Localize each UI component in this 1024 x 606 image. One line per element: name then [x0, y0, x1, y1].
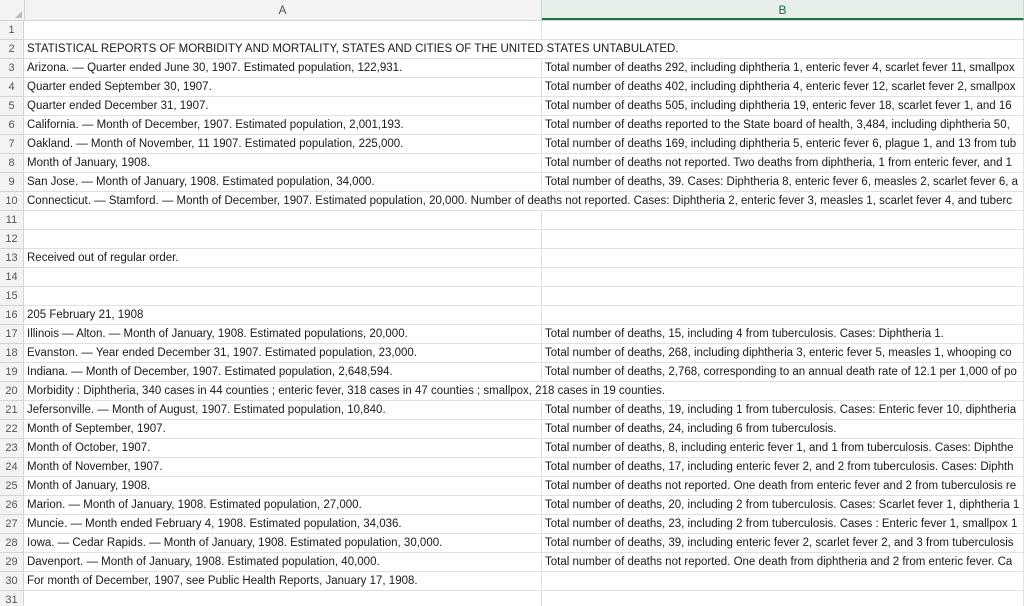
cell-a[interactable]	[24, 59, 542, 78]
cell-a-text: Connecticut. — Stamford. — Month of December, 1907. Estimated population, 20,000. Number of deaths not reported. Cases: Diphtheria 2, enteric fever 3, measles 1, scarlet fever 4, and tuberc	[27, 195, 1013, 207]
cell-a-text: 205 February 21, 1908	[27, 309, 144, 321]
table-row	[0, 135, 1024, 154]
table-row	[0, 211, 1024, 230]
cell-a[interactable]	[24, 135, 542, 154]
cell-a[interactable]	[24, 401, 542, 420]
cell-a-text: Month of January, 1908.	[27, 480, 151, 492]
row-header[interactable]: 7	[0, 135, 24, 154]
cell-a-text: San Jose. — Month of January, 1908. Estimated population, 34,000.	[27, 176, 375, 188]
cell-a[interactable]	[24, 439, 542, 458]
cell-b[interactable]	[542, 230, 1024, 249]
table-row	[0, 439, 1024, 458]
cell-a[interactable]	[24, 78, 542, 97]
table-row	[0, 344, 1024, 363]
row-header[interactable]: 23	[0, 439, 24, 458]
cell-a[interactable]	[24, 97, 542, 116]
cell-b[interactable]: Total number of deaths, 19, including 1 from tuberculosis. Cases: Enteric fever 10, diphtheria	[542, 401, 1024, 420]
row-header[interactable]: 30	[0, 572, 24, 591]
row-header[interactable]: 31	[0, 591, 24, 606]
cell-b[interactable]	[542, 21, 1024, 40]
table-row	[0, 59, 1024, 78]
cell-a[interactable]	[24, 249, 542, 268]
cell-a[interactable]	[24, 496, 542, 515]
row-header[interactable]: 11	[0, 211, 24, 230]
cell-a[interactable]	[24, 572, 542, 591]
row-header[interactable]: 15	[0, 287, 24, 306]
row-header[interactable]: 3	[0, 59, 24, 78]
cell-a[interactable]	[24, 420, 542, 439]
cell-b[interactable]: Total number of deaths 402, including diphtheria 4, enteric fever 12, scarlet fever 2, smallpox	[542, 78, 1024, 97]
table-row	[0, 420, 1024, 439]
row-header[interactable]: 4	[0, 78, 24, 97]
cell-b[interactable]: Total number of deaths not reported. Two deaths from diphtheria, 1 from enteric fever, and 1	[542, 154, 1024, 173]
cell-a[interactable]	[24, 458, 542, 477]
row-header[interactable]: 21	[0, 401, 24, 420]
row-header[interactable]: 17	[0, 325, 24, 344]
table-row	[0, 78, 1024, 97]
row-header[interactable]: 29	[0, 553, 24, 572]
column-header-a[interactable]: A	[24, 0, 542, 20]
row-header[interactable]: 27	[0, 515, 24, 534]
cell-b[interactable]: Total number of deaths, 2,768, corresponding to an annual death rate of 12.1 per 1,000 of po	[542, 363, 1024, 382]
row-header[interactable]: 2	[0, 40, 24, 59]
cell-b[interactable]: Total number of deaths not reported. One death from enteric fever and 2 from tuberculosis re	[542, 477, 1024, 496]
cell-a-text: Iowa. — Cedar Rapids. — Month of January, 1908. Estimated population, 30,000.	[27, 537, 443, 549]
cell-b[interactable]: Total number of deaths, 20, including 2 from tuberculosis. Cases: Scarlet fever 1, diphtheria 1	[542, 496, 1024, 515]
row-header[interactable]: 16	[0, 306, 24, 325]
cell-a[interactable]	[24, 477, 542, 496]
row-header[interactable]: 1	[0, 21, 24, 40]
cell-a[interactable]	[24, 116, 542, 135]
column-header-b[interactable]: B	[542, 0, 1024, 20]
cell-a[interactable]	[24, 534, 542, 553]
cell-b[interactable]: Total number of deaths, 39, including enteric fever 2, scarlet fever 2, and 3 from tuberculosis	[542, 534, 1024, 553]
row-header[interactable]: 6	[0, 116, 24, 135]
table-row	[0, 287, 1024, 306]
cell-b[interactable]	[542, 306, 1024, 325]
cell-a[interactable]	[24, 363, 542, 382]
cell-b[interactable]	[542, 591, 1024, 606]
table-row	[0, 325, 1024, 344]
cell-b[interactable]	[542, 572, 1024, 591]
cell-b[interactable]: Total number of deaths, 39. Cases: Diphtheria 8, enteric fever 6, measles 2, scarlet fever 6, a	[542, 173, 1024, 192]
row-header[interactable]: 25	[0, 477, 24, 496]
cell-a-text: Quarter ended September 30, 1907.	[27, 81, 212, 93]
cell-b[interactable]: Total number of deaths, 17, including enteric fever 2, and 2 from tuberculosis. Cases: Diphth	[542, 458, 1024, 477]
row-header[interactable]: 24	[0, 458, 24, 477]
table-row	[0, 515, 1024, 534]
table-row	[0, 591, 1024, 606]
cell-a[interactable]	[24, 553, 542, 572]
cell-a[interactable]	[24, 382, 665, 401]
select-all-corner[interactable]	[0, 0, 25, 20]
cell-a-text: Oakland. — Month of November, 11 1907. Estimated population, 225,000.	[27, 138, 404, 150]
cell-a-text: Jefersonville. — Month of August, 1907. Estimated population, 10,840.	[27, 404, 386, 416]
table-row	[0, 268, 1024, 287]
cell-b[interactable]: Total number of deaths 505, including diphtheria 19, enteric fever 18, scarlet fever 1, and 16	[542, 97, 1024, 116]
table-row	[0, 382, 1024, 401]
cell-a[interactable]	[24, 192, 1013, 211]
cell-b[interactable]	[542, 211, 1024, 230]
cell-a-text: Evanston. — Year ended December 31, 1907. Estimated population, 23,000.	[27, 347, 417, 359]
cell-a[interactable]	[24, 306, 542, 325]
table-row	[0, 230, 1024, 249]
cell-b[interactable]: Total number of deaths not reported. One death from diphtheria and 2 from enteric fever. Ca	[542, 553, 1024, 572]
row-header[interactable]: 28	[0, 534, 24, 553]
table-row	[0, 97, 1024, 116]
row-header[interactable]: 13	[0, 249, 24, 268]
table-row	[0, 21, 1024, 40]
cell-b[interactable]	[542, 287, 1024, 306]
row-header[interactable]: 14	[0, 268, 24, 287]
table-row	[0, 553, 1024, 572]
table-row	[0, 192, 1024, 211]
table-row	[0, 363, 1024, 382]
cell-a[interactable]	[24, 230, 542, 249]
cell-a[interactable]	[24, 21, 542, 40]
cell-a[interactable]	[24, 591, 542, 606]
cell-b[interactable]: Total number of deaths, 268, including diphtheria 3, enteric fever 5, measles 1, whooping co	[542, 344, 1024, 363]
cell-a-text: Davenport. — Month of January, 1908. Estimated population, 40,000.	[27, 556, 380, 568]
table-row	[0, 477, 1024, 496]
cell-a-text: Muncie. — Month ended February 4, 1908. Estimated population, 34,036.	[27, 518, 402, 530]
table-row	[0, 401, 1024, 420]
table-row	[0, 534, 1024, 553]
cell-a-text: Morbidity : Diphtheria, 340 cases in 44 counties ; enteric fever, 318 cases in 47 counties ; smallpox, 218 cases in 19 counties.	[27, 385, 665, 397]
cell-a-text: Quarter ended December 31, 1907.	[27, 100, 209, 112]
cell-a-text: Month of September, 1907.	[27, 423, 166, 435]
table-row	[0, 496, 1024, 515]
cell-b[interactable]: Total number of deaths 169, including diphtheria 5, enteric fever 6, plague 1, and 13 from tub	[542, 135, 1024, 154]
row-header[interactable]: 12	[0, 230, 24, 249]
cell-a[interactable]	[24, 211, 542, 230]
cell-a[interactable]	[24, 287, 542, 306]
table-row	[0, 572, 1024, 591]
table-row	[0, 249, 1024, 268]
table-row	[0, 306, 1024, 325]
cell-b[interactable]	[542, 268, 1024, 287]
cell-a-text: STATISTICAL REPORTS OF MORBIDITY AND MORTALITY, STATES AND CITIES OF THE UNITED STATES UNTABULATED.	[27, 43, 679, 55]
cell-b[interactable]: Total number of deaths, 23, including 2 from tuberculosis. Cases : Enteric fever 1, smallpox 1	[542, 515, 1024, 534]
table-row	[0, 173, 1024, 192]
grid-rows	[0, 21, 1024, 606]
column-header-row	[0, 0, 1024, 21]
cell-a-text: Indiana. — Month of December, 1907. Estimated population, 2,648,594.	[27, 366, 393, 378]
row-header[interactable]: 26	[0, 496, 24, 515]
row-header[interactable]: 9	[0, 173, 24, 192]
cell-a[interactable]	[24, 154, 542, 173]
cell-a[interactable]	[24, 325, 542, 344]
table-row	[0, 458, 1024, 477]
cell-a[interactable]	[24, 344, 542, 363]
cell-a-text: Month of January, 1908.	[27, 157, 151, 169]
row-header[interactable]: 10	[0, 192, 24, 211]
cell-a-text: Month of November, 1907.	[27, 461, 163, 473]
cell-a[interactable]	[24, 268, 542, 287]
cell-a[interactable]	[24, 173, 542, 192]
cell-a-text: Illinois — Alton. — Month of January, 1908. Estimated populations, 20,000.	[27, 328, 408, 340]
row-header[interactable]: 8	[0, 154, 24, 173]
cell-a-text: Marion. — Month of January, 1908. Estimated population, 27,000.	[27, 499, 362, 511]
table-row	[0, 154, 1024, 173]
cell-b[interactable]: Total number of deaths, 15, including 4 from tuberculosis. Cases: Diphtheria 1.	[542, 325, 1024, 344]
cell-a-text: Arizona. — Quarter ended June 30, 1907. Estimated population, 122,931.	[27, 62, 403, 74]
cell-a-text: Received out of regular order.	[27, 252, 179, 264]
cell-a-text: California. — Month of December, 1907. Estimated population, 2,001,193.	[27, 119, 404, 131]
cell-a[interactable]	[24, 40, 679, 59]
cell-a[interactable]	[24, 515, 542, 534]
row-header[interactable]: 20	[0, 382, 24, 401]
cell-b[interactable]: Total number of deaths, 24, including 6 from tuberculosis.	[542, 420, 1024, 439]
row-header[interactable]: 19	[0, 363, 24, 382]
row-header[interactable]: 5	[0, 97, 24, 116]
cell-a-text: For month of December, 1907, see Public Health Reports, January 17, 1908.	[27, 575, 418, 587]
table-row	[0, 40, 1024, 59]
table-row	[0, 116, 1024, 135]
cell-b[interactable]: Total number of deaths, 8, including enteric fever 1, and 1 from tuberculosis. Cases: Diphthe	[542, 439, 1024, 458]
cell-a-text: Month of October, 1907.	[27, 442, 151, 454]
row-header[interactable]: 18	[0, 344, 24, 363]
row-header[interactable]: 22	[0, 420, 24, 439]
cell-b[interactable]: Total number of deaths 292, including diphtheria 1, enteric fever 4, scarlet fever 11, smallpox	[542, 59, 1024, 78]
cell-b[interactable]	[542, 249, 1024, 268]
cell-b[interactable]: Total number of deaths reported to the State board of health, 3,484, including diphtheria 50,	[542, 116, 1024, 135]
